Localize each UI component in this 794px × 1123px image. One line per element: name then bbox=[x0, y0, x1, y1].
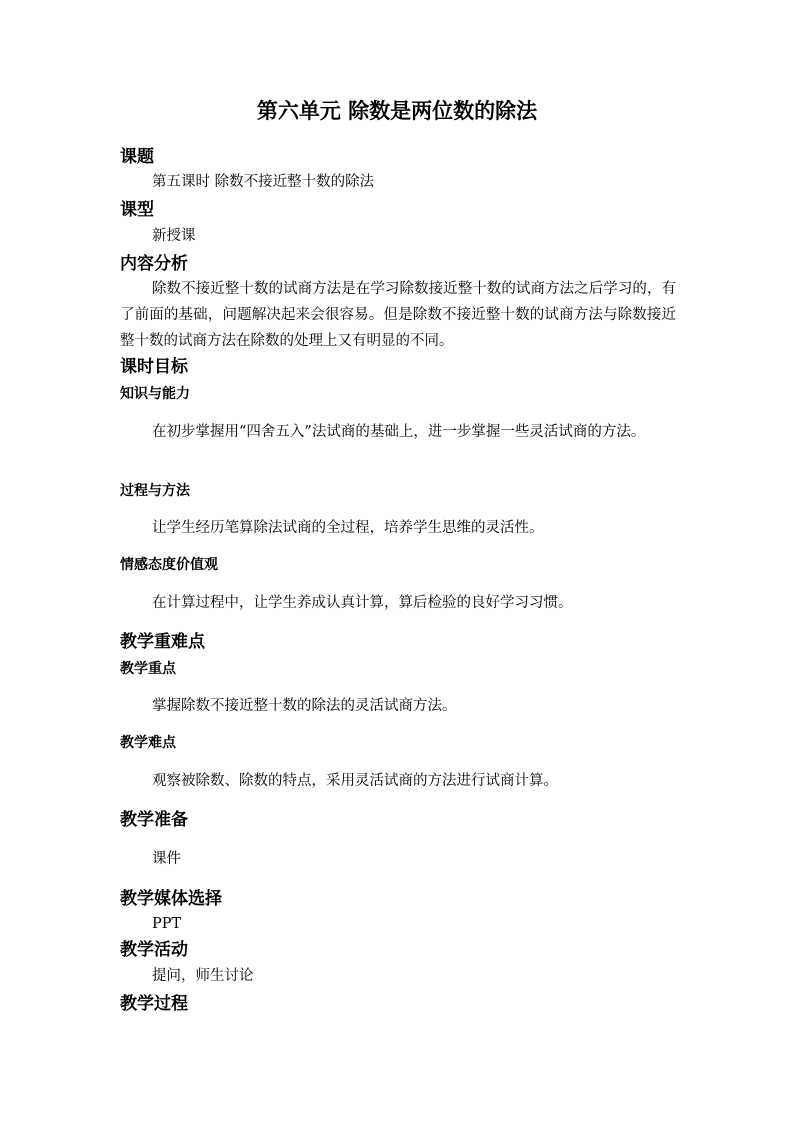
process-content: 让学生经历笔算除法试商的全过程，培养学生思维的灵活性。 bbox=[152, 520, 544, 536]
section-heading-key-points: 教学重难点 bbox=[120, 632, 205, 652]
preparation-content: 课件 bbox=[152, 851, 181, 867]
activities-content: 提问，师生讨论 bbox=[152, 968, 254, 984]
difficulty-content: 观察被除数、除数的特点，采用灵活试商的方法进行试商计算。 bbox=[152, 773, 558, 789]
document-title: 第六单元 除数是两位数的除法 bbox=[256, 99, 538, 123]
subheading-emotion: 情感态度价值观 bbox=[120, 557, 218, 573]
section-heading-objectives: 课时目标 bbox=[120, 357, 188, 377]
topic-content: 第五课时 除数不接近整十数的除法 bbox=[152, 174, 375, 190]
media-content: PPT bbox=[152, 916, 182, 932]
section-heading-preparation: 教学准备 bbox=[120, 810, 188, 830]
subheading-process: 过程与方法 bbox=[120, 483, 190, 499]
section-heading-media: 教学媒体选择 bbox=[120, 889, 222, 909]
emotion-content: 在计算过程中，让学生养成认真计算，算后检验的良好学习习惯。 bbox=[152, 595, 573, 611]
focus-content: 掌握除数不接近整十数的除法的灵活试商方法。 bbox=[152, 698, 457, 714]
subheading-focus: 教学重点 bbox=[120, 661, 176, 677]
section-heading-activities: 教学活动 bbox=[120, 940, 188, 960]
subheading-difficulty: 教学难点 bbox=[120, 735, 176, 751]
type-content: 新授课 bbox=[152, 228, 196, 244]
section-heading-topic: 课题 bbox=[120, 147, 154, 167]
analysis-content: 除数不接近整十数的试商方法是在学习除数接近整十数的试商方法之后学习的，有了前面的基础，问题解决起来会很容易。但是除数不接近整十数的试商方法与除数接近整十数的试商方法在除数的处理上又有明显的不同。 bbox=[120, 281, 676, 349]
section-heading-procedure: 教学过程 bbox=[120, 994, 188, 1014]
knowledge-content: 在初步掌握用“四舍五入”法试商的基础上，进一步掌握一些灵活试商的方法。 bbox=[152, 424, 646, 440]
subheading-knowledge: 知识与能力 bbox=[120, 386, 190, 402]
section-heading-type: 课型 bbox=[120, 200, 154, 220]
section-heading-analysis: 内容分析 bbox=[120, 254, 188, 274]
